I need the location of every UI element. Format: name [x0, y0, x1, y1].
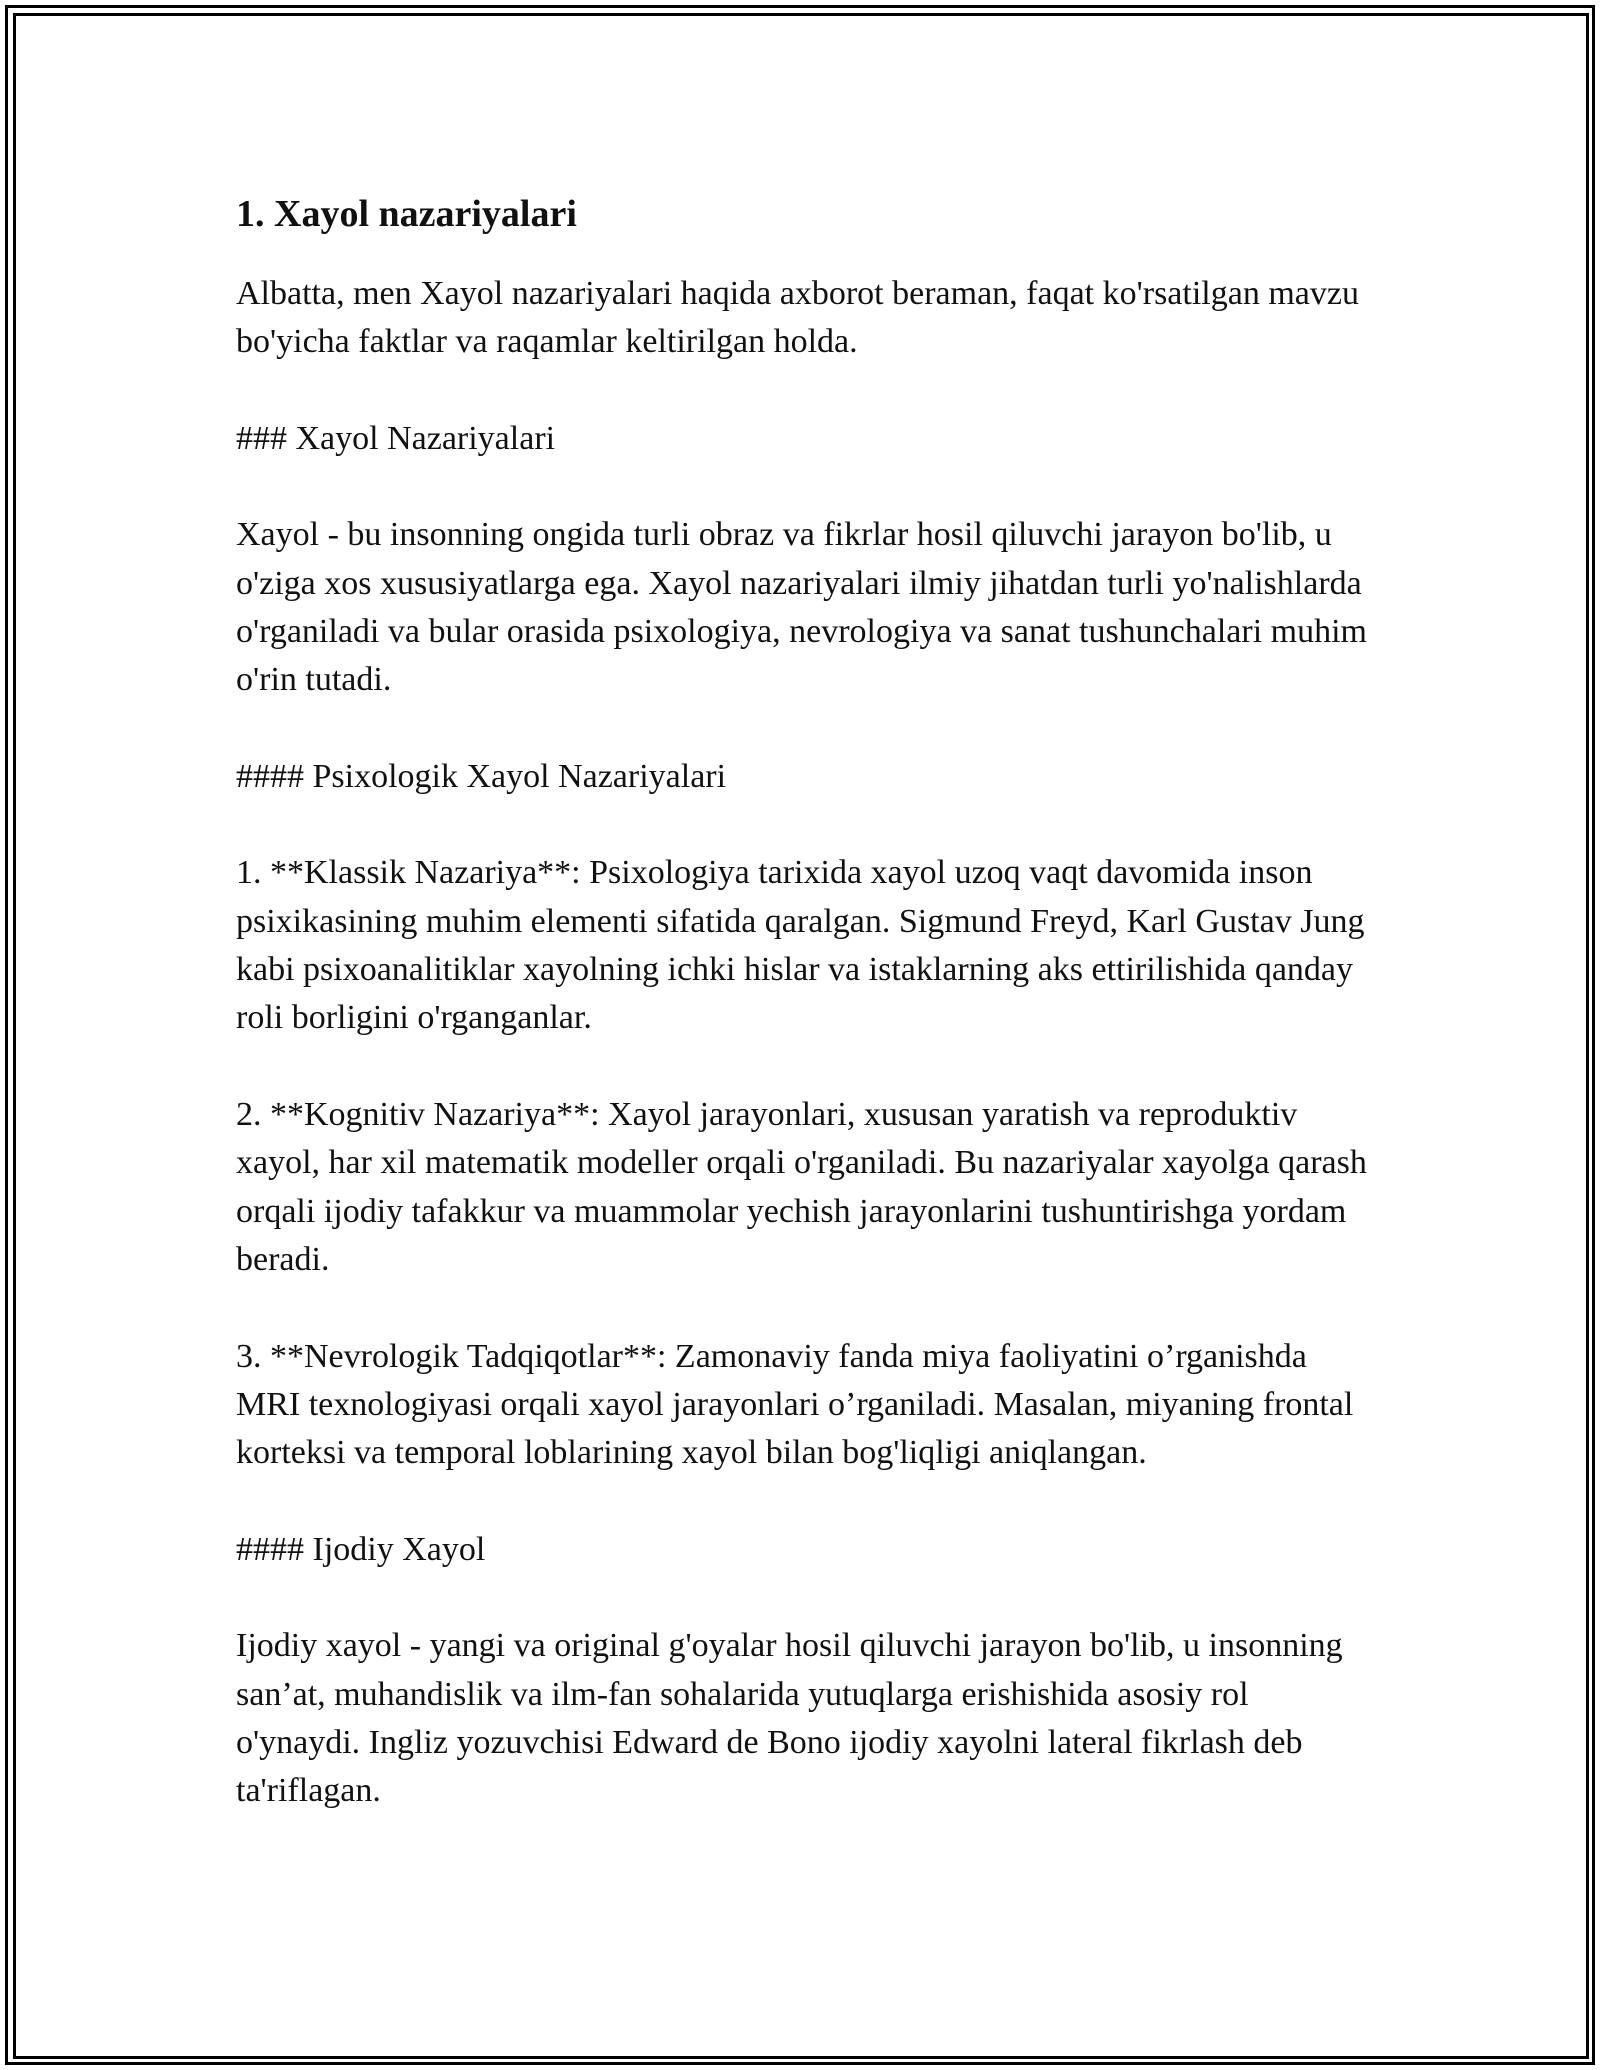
document-title: 1. Xayol nazariyalari: [236, 193, 577, 235]
subsection-heading-ijodiy-xayol: #### Ijodiy Xayol: [236, 1530, 486, 1568]
subsection-heading-psixologik: #### Psixologik Xayol Nazariyalari: [236, 757, 727, 795]
list-item-kognitiv-nazariya: 2. **Kognitiv Nazariya**: Xayol jarayonlari, xususan yaratish va reproduktiv xayol, har xil matematik modeller orqali o'rganiladi. Bu nazariyalar xayolga qarash orqali ijodiy tafakkur va muammolar yechish jarayonlarini tushuntirishga yordam beradi.: [236, 1095, 1367, 1279]
intro-paragraph: Albatta, men Xayol nazariyalari haqida axborot beraman, faqat ko'rsatilgan mavzu bo'yicha faktlar va raqamlar keltirilgan holda.: [236, 275, 1359, 361]
definition-paragraph: Xayol - bu insonning ongida turli obraz va fikrlar hosil qiluvchi jarayon bo'lib, u o'ziga xos xususiyatlarga ega. Xayol nazariyalari ilmiy jihatdan turli yo'nalishlarda o'rganiladi va bular orasida psixologiya, nevrologiya va sanat tushunchalari muhim o'rin tutadi.: [236, 516, 1367, 699]
document-body: [236, 186, 1376, 1864]
ijodiy-xayol-paragraph: Ijodiy xayol - yangi va original g'oyalar hosil qiluvchi jarayon bo'lib, u insonning san’at, muhandislik va ilm-fan sohalarida yutuqlarga erishishida asosiy rol o'ynaydi. Ingliz yozuvchisi Edward de Bono ijodiy xayolni lateral fikrlash deb ta'riflagan.: [236, 1627, 1343, 1810]
list-item-klassik-nazariya: 1. **Klassik Nazariya**: Psixologiya tarixida xayol uzoq vaqt davomida inson psixikasining muhim elementi sifatida qaralgan. Sigmund Freyd, Karl Gustav Jung kabi psixoanalitiklar xayolning ichki hislar va istaklarning aks ettirilishida qanday roli borligini o'rganganlar.: [236, 854, 1365, 1037]
list-item-nevrologik-tadqiqotlar: 3. **Nevrologik Tadqiqotlar**: Zamonaviy fanda miya faoliyatini o’rganishda MRI texnologiyasi orqali xayol jarayonlari o’rganiladi. Masalan, miyaning frontal korteksi va temporal loblarining xayol bilan bog'liqligi aniqlangan.: [236, 1337, 1354, 1472]
section-heading-xayol-nazariyalari: ### Xayol Nazariyalari: [236, 419, 556, 457]
